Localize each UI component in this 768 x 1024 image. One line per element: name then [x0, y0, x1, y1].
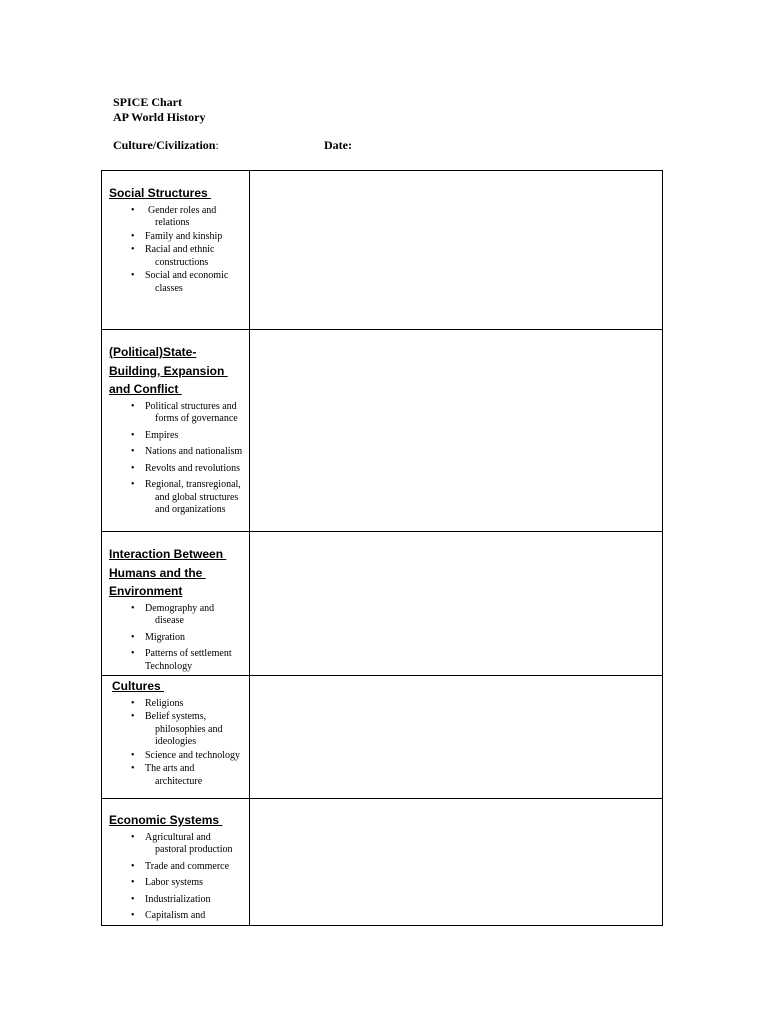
- list-item: • Patterns of settlement Technology: [131, 648, 232, 672]
- culture-civilization-label: [113, 138, 219, 153]
- bullet-icon: •: [131, 711, 135, 722]
- bullet-icon: •: [131, 831, 135, 843]
- list-item: • Migration: [131, 631, 185, 643]
- list-item: • Nations and nationalism: [131, 446, 243, 457]
- table-row-economic-systems: [102, 799, 663, 926]
- category-cell: [102, 799, 250, 926]
- list-item: • Regional, transregional, and global structures and organizations: [131, 479, 241, 515]
- culture-label-text: Culture/Civilization: [113, 138, 216, 152]
- list-item: • Family and kinship: [131, 230, 223, 242]
- bullet-icon: •: [131, 429, 135, 441]
- bullet-icon: •: [131, 230, 135, 242]
- topic-list: [109, 401, 249, 517]
- category-cell: [102, 171, 250, 330]
- bullet-icon: •: [131, 860, 135, 872]
- course-name: AP World History: [113, 110, 206, 124]
- notes-cell-economic-systems[interactable]: [250, 799, 663, 926]
- list-item: • Social and economic classes: [131, 270, 229, 294]
- list-item: • The arts and architecture: [131, 763, 203, 787]
- date-label: Date:: [324, 138, 352, 152]
- list-item: • Trade and commerce: [131, 860, 230, 872]
- list-item: • Agricultural and pastoral production: [131, 831, 233, 855]
- category-cell: [102, 676, 250, 799]
- bullet-icon: •: [131, 648, 135, 659]
- bullet-icon: •: [131, 602, 135, 614]
- bullet-icon: •: [131, 697, 135, 709]
- category-title-cultures: Cultures: [112, 679, 165, 693]
- list-item: • Racial and ethnic constructions: [131, 244, 215, 268]
- table-row-social-structures: [102, 171, 663, 330]
- bullet-icon: •: [131, 763, 135, 774]
- list-item: • Belief systems, philosophies and ideologies: [131, 711, 223, 747]
- culture-label-colon: :: [215, 138, 219, 152]
- bullet-icon: •: [131, 893, 135, 905]
- notes-cell-political[interactable]: [250, 330, 663, 532]
- list-item: • Labor systems: [131, 877, 204, 888]
- category-title-interaction: Interaction Between Humans and the Environment: [109, 547, 227, 598]
- page-title: SPICE Chart: [113, 95, 183, 109]
- category-cell: [102, 330, 250, 532]
- table-row-political: [102, 330, 663, 532]
- notes-cell-cultures[interactable]: [250, 676, 663, 799]
- bullet-icon: •: [131, 910, 135, 921]
- bullet-icon: •: [131, 400, 135, 412]
- notes-cell-interaction[interactable]: [250, 532, 663, 676]
- list-item: • Revolts and revolutions: [131, 462, 240, 474]
- category-title-social-structures: Social Structures: [109, 186, 212, 200]
- topic-list: [109, 603, 249, 674]
- bullet-icon: •: [131, 270, 135, 281]
- bullet-icon: •: [131, 877, 135, 888]
- topic-list: [109, 205, 249, 296]
- list-item: • Demography and disease: [131, 602, 215, 626]
- table-row-interaction: [102, 532, 663, 676]
- list-item: • Capitalism and: [131, 910, 206, 921]
- list-item: • Religions: [131, 697, 184, 709]
- list-item: • Science and technology: [131, 749, 240, 761]
- topic-list: [112, 698, 249, 789]
- notes-cell-social-structures[interactable]: [250, 171, 663, 330]
- list-item: • Empires: [131, 429, 179, 441]
- spice-chart-table: [101, 170, 663, 926]
- topic-list: [109, 832, 249, 923]
- bullet-icon: •: [131, 446, 135, 457]
- bullet-icon: •: [131, 244, 135, 255]
- bullet-icon: •: [131, 749, 135, 761]
- list-item: • Industrialization: [131, 893, 211, 905]
- table-row-cultures: [102, 676, 663, 799]
- bullet-icon: •: [131, 479, 135, 490]
- category-title-economic-systems: Economic Systems: [109, 813, 223, 827]
- bullet-icon: •: [131, 462, 135, 474]
- list-item: • Political structures and forms of governance: [131, 400, 238, 424]
- bullet-icon: •: [131, 631, 135, 643]
- bullet-icon: •: [131, 204, 135, 216]
- category-cell: [102, 532, 250, 676]
- list-item: • Gender roles and relations: [131, 204, 217, 228]
- category-title-political: (Political)State- Building, Expansion and Conflict: [109, 345, 228, 396]
